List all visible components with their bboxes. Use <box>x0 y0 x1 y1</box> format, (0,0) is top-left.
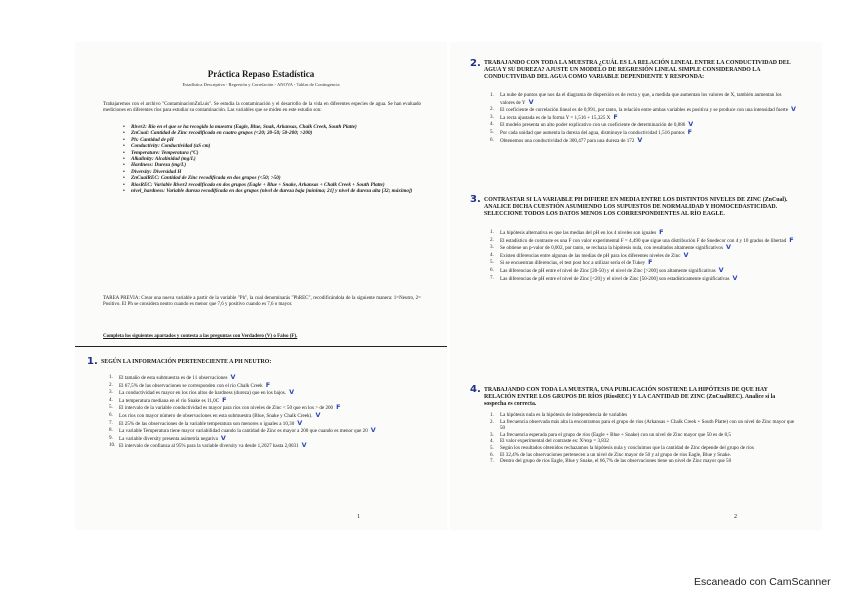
question-item: 2. El coeficiente de correlación lineal es de 0,991, por tanto, la relación entre ambas variables es positiva y se produce con una intensidad fuerte V <box>490 105 796 114</box>
question-item: 5. Si se encuentran diferencias, el test post hoc a utilizar sería el de Tukey F <box>490 258 653 267</box>
question-item: 6. Los ríos con mayor número de observaciones en esta submuestra (Blue, Snake y Chalk Creek). V <box>109 410 321 419</box>
answer-mark: V <box>688 120 694 129</box>
question-heading: TRABAJANDO CON TODA LA MUESTRA ¿CUÁL ES LA RELACIÓN LINEAL ENTRE LA CONDUCTIVIDAD DEL AGUA Y SU DUREZA? AJUSTE UN MODELO DE REGRESIÓN LINEAL SIMPLE CONSIDERANDO LA CONDUCTIVIDAD DEL AGUA COMO VARIABLE DEPENDIENTE Y RESPONDA: <box>484 60 791 80</box>
answer-mark: V <box>370 426 376 435</box>
answer-mark: V <box>528 97 534 106</box>
answer-mark: V <box>315 410 321 419</box>
document-page-left <box>75 42 447 530</box>
question-item: 3. Se obtiene un p-valor de 0,002, por tanto, se rechaza la hipótesis nula, con resultados altamente significativos V <box>490 243 731 252</box>
question-items <box>490 92 796 144</box>
question-item: 5. El intervalo de la variable conductividad es mayor para ríos con niveles de Zinc < 50 que en los > de 200 F <box>109 403 341 412</box>
question-number: 4. <box>470 384 481 395</box>
answer-mark: F <box>222 395 227 404</box>
variable-item: • Temperature: Temperatura (ºC) <box>123 150 413 156</box>
answer-mark: V <box>220 433 226 442</box>
question-items <box>490 229 796 282</box>
variable-list <box>123 124 413 194</box>
answer-mark: V <box>230 373 236 381</box>
answer-mark: V <box>732 273 738 282</box>
variable-item: • ZnCual: Cantidad de Zinc recodificada en cuatro grupos (<20; 20-50; 50-200; >200) <box>123 130 413 136</box>
question-item: 3. La recta ajustada es de la forma Y = 1,516 + 15,325 X F <box>490 112 618 121</box>
answer-mark: V <box>683 250 689 259</box>
question-heading: TRABAJANDO CON TODA LA MUESTRA, UNA PUBLICACIÓN SOSTIENE LA HIPÓTESIS DE QUE HAY RELACIÓN ENTRE LOS GRUPOS DE RÍOS (RiosREC) Y LA CANTIDAD DE ZINC (ZnCualREC). Analice si la sospecha es correcta. <box>484 387 776 407</box>
question-item: 7. El 25% de las observaciones de la variable temperatura son menores o iguales a 10,30 V <box>109 418 303 427</box>
tarea-previa: TAREA PREVIA: Crear una nueva variable a partir de la variable "Ph", la cual denominarás "PhREC", recodificándola de la siguiente manera: 1=Neutro, 2= Positivo. El Ph se considera neutro cuando es menor que 7,6 y positivo cuando es 7,6 o mayor. <box>103 296 421 308</box>
answer-mark: F <box>648 258 653 267</box>
intro-paragraph: Trabajaremos con el archivo "ContaminacionZnLuis". Se estudia la contaminación y el desarrollo de la vida en diferentes especies de agua. Se han evaluado mediciones en diferentes ríos para estudiar su contaminación. Las variables que se miden en este estudio son: <box>103 102 421 114</box>
question-item: 3. La conductividad es mayor en los ríos altos de hardness (dureza) que en los bajos. V <box>109 388 295 397</box>
answer-mark: F <box>687 127 692 136</box>
instruction: Completa los siguientes apartados y contesta a las preguntas con Verdadero (V) o Falso (F). <box>103 334 298 339</box>
answer-mark: F <box>265 380 271 389</box>
question-item: 10. El intervalo de confianza al 95% para la variable diversity va desde 1,2027 hasta 2,0031 V <box>109 441 307 450</box>
variable-item: • Conductivity: Conductividad (uS cm) <box>123 143 413 149</box>
section-divider <box>75 346 447 347</box>
question-number: 2. <box>470 58 481 69</box>
question-item: 1. El tamaño de esta submuestra es de 11 observaciones V <box>109 373 236 381</box>
question-item: 4. El valor experimental del contraste es: X²exp = 3,832 <box>490 438 609 445</box>
question-item: 7. Dentro del grupo de ríos Eagle, Blue y Snake, el 66,7% de las observaciones tiene un nivel de Zinc mayor que 50 <box>490 458 732 465</box>
answer-mark: V <box>725 243 731 252</box>
question-item: 6. Obtenemos una conductividad de 300,477 para una dureza de 172 V <box>490 135 643 144</box>
scanner-watermark: Escaneado con CamScanner <box>694 576 831 588</box>
variable-item: • ZnCualREC: Cantidad de Zinc recodificada en dos grupos (<50; >50) <box>123 175 413 181</box>
page-number: 1 <box>357 514 360 520</box>
question-items <box>490 412 796 465</box>
question-item: 2. El estadístico de contraste es una F con valor experimental F = 4,490 que sigue una distribución F de Snedecor con 4 y 10 grados de libertad F <box>490 235 794 244</box>
document-title: Práctica Repaso Estadística <box>207 69 315 79</box>
question-number: 3. <box>470 194 481 205</box>
answer-mark: F <box>613 112 618 121</box>
answer-mark: V <box>289 388 295 397</box>
document-subtitle: Estadística Descriptiva - Regresión y Correlación - ANOVA - Tablas de Contingencia <box>182 82 340 87</box>
variable-item: • Hardness: Dureza (mg/L) <box>123 162 413 168</box>
question-item: 5. Según los resultados obtenidos rechazamos la hipótesis nula y concluimos que la cantidad de Zinc depende del grupo de ríos <box>490 444 754 451</box>
question-item: 6. El 32,4% de las observaciones pertenecen a un nivel de Zinc mayor de 50 y al grupo de ríos Eagle, Blue y Snake. <box>490 451 731 458</box>
question-item: 2. La frecuencia observada más alta la encontramos para el grupo de ríos (Arkansas + Chalk Creek + South Platte) con un nivel de Zinc mayor que 50 <box>490 418 795 432</box>
variable-item: • Diversity: Diversidad H <box>123 169 413 175</box>
variable-item: • RiosREC: Variable River2 recodificada en dos grupos (Eagle + Blue + Snake, Arkansas + Chalk Creek + South Platte) <box>123 182 413 188</box>
question-number: 1. <box>87 356 98 367</box>
question-item: 7. Las diferencias de pH entre el nivel de Zinc [<20] y el nivel de Zinc [50-200] son estadísticamente significativas V <box>490 273 738 282</box>
page-number: 2 <box>734 514 737 520</box>
question-item: 5. Por cada unidad que aumenta la dureza del agua, disminuye la conductividad 1,516 puntos F <box>490 127 692 136</box>
answer-mark: V <box>790 105 796 114</box>
question-items <box>109 374 427 450</box>
question-item: 9. La variable diversity presenta asimetría negativa V <box>109 433 226 442</box>
question-item: 6. Las diferencias de pH entre el nivel de Zinc [20-50) y el nivel de Zinc [>200] son altamente significativas V <box>490 265 724 274</box>
answer-mark: F <box>789 235 794 244</box>
question-item: 1. La nube de puntos que nos da el diagrama de dispersión es de recta y que, a medida que aumentan los valores de X, también aumentan los valores de Y V <box>490 92 782 106</box>
document-page-right <box>450 42 822 530</box>
variable-item: • River2: Río en el que se ha recogido la muestra (Eagle, Blue, Snak, Arkansas, Chalk Creek, South Platte) <box>123 124 413 130</box>
question-item: 1. La hipótesis alternativa es que las medias del pH en los 4 niveles son iguales F <box>490 228 664 236</box>
question-item: 8. La variable Temperatura tiene mayor variabilidad cuando la cantidad de Zinc es mayor a 200 que cuando es menor que 20 V <box>109 426 376 435</box>
question-item: 4. Existen diferencias entre algunas de las medias de pH para los diferentes niveles de Zinc V <box>490 250 689 259</box>
question-item: 4. La temperatura mediana en el río Snake es 11,0C F <box>109 395 227 404</box>
question-item: 2. El 67,5% de las observaciones se corresponden con el río Chalk Creek F <box>109 380 271 389</box>
answer-mark: V <box>718 265 724 274</box>
question-item: 1. La hipótesis nula es la hipótesis de independencia de variables <box>490 412 628 418</box>
question-heading: CONTRASTAR SI LA VARIABLE PH DIFIERE EN MEDIA ENTRE LOS DISTINTOS NIVELES DE ZINC (ZnCual). ANALICE DICHA CUESTIÓN ASUMIENDO LOS SUPUESTOS DE NORMALIDAD Y HOMOCEDASTICIDAD. SELECCIONE TODOS LOS DATOS MENOS LOS CORRESPONDIENTES AL RÍO EAGLE. <box>484 197 788 217</box>
answer-mark: V <box>637 135 643 144</box>
question-item: 4. El modelo presenta un alto poder explicativo con un coeficiente de determinación de 0,886 V <box>490 120 694 129</box>
variable-item: • Alkalinity: Alcalinidad (mg/L) <box>123 156 413 162</box>
answer-mark: V <box>301 441 307 450</box>
variable-item: • nivel_hardness: Variable dureza recodificada en dos grupos (nivel de dureza baja [mínima; 21] y nivel de dureza alta [32; máximo]) <box>123 188 413 194</box>
answer-mark: V <box>297 418 303 427</box>
variable-item: • Ph: Cantidad de pH <box>123 137 413 143</box>
answer-mark: F <box>336 403 341 412</box>
question-item: 3. La frecuencia esperada para el grupo de ríos (Eagle + Blue + Snake) con un nivel de Zinc mayor que 50 es de 8,5 <box>490 431 731 438</box>
answer-mark: F <box>659 228 664 236</box>
question-heading: SEGÚN LA INFORMACIÓN PERTENECIENTE A PH NEUTRO: <box>101 359 272 365</box>
